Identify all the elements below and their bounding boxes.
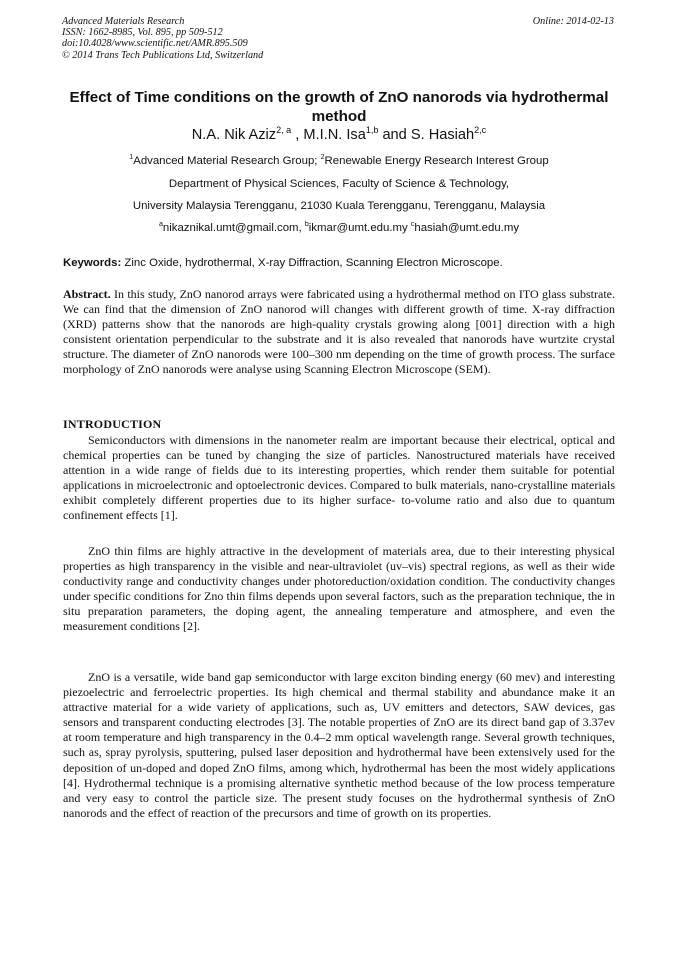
- affiliation-university: University Malaysia Terengganu, 21030 Kuala Terengganu, Terengganu, Malaysia: [132, 200, 546, 212]
- email-marker: b: [304, 221, 309, 229]
- email-marker: c: [410, 221, 415, 229]
- email-marker: a: [158, 221, 163, 229]
- keywords-text: Zinc Oxide, hydrothermal, X-ray Diffraction, Scanning Electron Microscope.: [121, 257, 503, 269]
- abstract-paragraph: [63, 287, 615, 378]
- section-heading-introduction: INTRODUCTION: [63, 417, 162, 431]
- email-address: hasiah@umt.edu.my: [414, 222, 520, 234]
- affiliation-text: Advanced Material Research Group;: [133, 155, 321, 167]
- issn-line: ISSN: 1662-8985, Vol. 895, pp 509-512: [62, 27, 223, 39]
- email-address: nikaznikal.umt@gmail.com,: [162, 222, 305, 234]
- author-affiliation-marker: 1,b: [365, 125, 379, 136]
- author-name: N.A. Nik Aziz: [191, 127, 277, 143]
- abstract-label: Abstract.: [63, 287, 111, 301]
- affiliation-groups: [64, 154, 614, 168]
- affiliation-text: Renewable Energy Research Interest Group: [324, 155, 549, 167]
- email-address: ikmar@umt.edu.my: [308, 222, 411, 234]
- abstract-text: In this study, ZnO nanorod arrays were fabricated using a hydrothermal method on ITO glass substrate. We can find that the dimension of ZnO nanorod will changes with different growth of time. X-ray diffraction (XRD) patterns show that the nanorods are high-quality crystals growing along [001] direction with a high consistent orientation perpendicular to the substrate and it is also revealed that nanorods have wurtzite crystal structure. The diameter of ZnO nanorods were 100–300 nm depending on the time of growth process. The surface morphology of ZnO nanorods were analyse using Scanning Electron Microscope (SEM).: [63, 287, 615, 377]
- intro-paragraph-1: Semiconductors with dimensions in the nanometer realm are important because their electrical, optical and chemical properties can be tuned by changing the size of particles. Nanostructured materials have received attention in a wide range of fields due to its interesting properties, which render them suitable for potential applications in microelectronic and optoelectronic devices. Compared to bulk materials, nano-crystalline materials exhibit completely different properties due to its higher surface- to-volume ratio and also due to quantum confinement effects [1].: [63, 433, 615, 523]
- keywords-line: [63, 256, 615, 270]
- journal-name: Advanced Materials Research: [62, 16, 185, 27]
- intro-paragraph-3: ZnO is a versatile, wide band gap semiconductor with large exciton binding energy (60 mev) and interesting piezoelectric and ferroelectric properties. Its high chemical and thermal stability and abundance make it an attractive material for a wide variety of applications, such as, UV emitters and detectors, SAW devices, gas sensors and transparent conducting electrodes [3]. The notable properties of ZnO are its direct band gap of 3.37ev at room temperature and high transparency in the 0.4–2 mm optical wavelength range. Several growth techniques, such as, spray pyrolysis, sputtering, pulsed laser deposition and hydrothermal have been extensively used for the deposition of un-doped and doped ZnO films, among which, hydrothermal has been the most widely applications [4]. Hydrothermal technique is a promising alternative synthetic method because of the low process temperature and very easy to control the particle size. The present study focuses on the hydrothermal synthesis of ZnO nanorods and the effect of reaction of the precursors and time of growth on its properties.: [63, 670, 615, 820]
- affiliation-department: Department of Physical Sciences, Faculty of Science & Technology,: [168, 178, 510, 190]
- author-affiliation-marker: 2, a: [276, 125, 292, 136]
- author-separator: and: [378, 127, 411, 143]
- author-affiliation-marker: 2,c: [474, 125, 487, 136]
- keywords-label: Keywords:: [63, 257, 122, 269]
- author-emails: [64, 221, 614, 235]
- online-date: Online: 2014-02-13: [532, 16, 614, 27]
- affiliation-marker: 1: [129, 154, 134, 162]
- doi-line: doi:10.4028/www.scientific.net/AMR.895.509: [62, 38, 248, 50]
- intro-paragraph-2: ZnO thin films are highly attractive in the development of materials area, due to their interesting physical properties as high transparency in the visible and near-ultraviolet (uv–vis) spectral regions, as well as their wide conductivity range and conductivity changes under photoreduction/oxidation condition. The conductivity changes under specific conditions for Zno thin films depends upon several factors, such as the preparation technique, the in situ preparation parameters, the doping agent, the annealing temperature and atmosphere, and even the measurement conditions [2].: [63, 544, 615, 634]
- author-list: [64, 126, 614, 144]
- author-name: M.I.N. Isa: [303, 127, 366, 143]
- journal-metadata: [62, 16, 263, 61]
- affiliation-marker: 2: [320, 154, 325, 162]
- copyright-line: © 2014 Trans Tech Publications Ltd, Switzerland: [62, 49, 264, 61]
- paper-title: Effect of Time conditions on the growth of ZnO nanorods via hydrothermal method: [69, 89, 609, 125]
- author-separator: ,: [291, 127, 304, 143]
- author-name: S. Hasiah: [410, 127, 475, 143]
